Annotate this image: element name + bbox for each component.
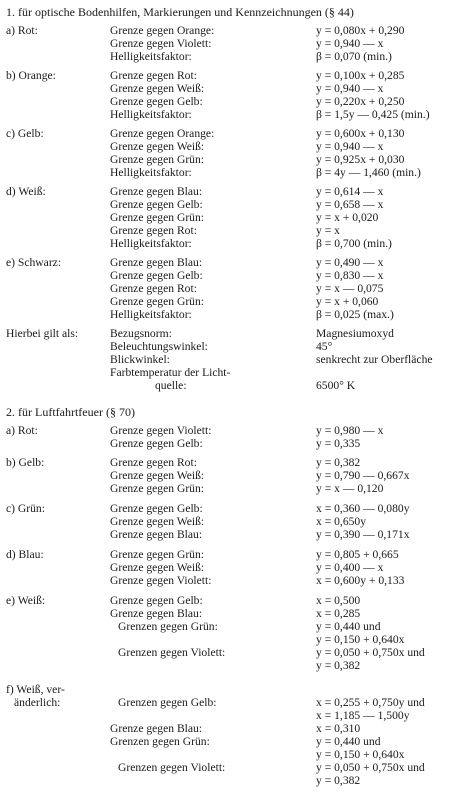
row-value: y = 0,490 — x xyxy=(316,256,384,269)
group-label: c) Gelb: xyxy=(6,127,44,140)
row-name: Grenze gegen Blau: xyxy=(110,722,203,735)
group-label: Hierbei gilt als: xyxy=(6,327,79,340)
row-name: Grenze gegen Weiß: xyxy=(110,140,205,153)
row-value: 6500° K xyxy=(316,379,356,392)
row-value: 45° xyxy=(316,340,333,353)
row-name: Helligkeitsfaktor: xyxy=(110,108,192,121)
row-name: Beleuchtungswinkel: xyxy=(110,340,208,353)
row-name: Grenze gegen Blau: xyxy=(110,528,203,541)
row-name: Grenze gegen Grün: xyxy=(110,211,204,224)
row-value: y = x + 0,020 xyxy=(316,211,379,224)
row-value: x = 0,360 — 0,080y xyxy=(316,502,410,515)
group-label: b) Gelb: xyxy=(6,456,45,469)
row-value: senkrecht zur Oberfläche xyxy=(316,353,433,366)
row-name: Grenze gegen Weiß: xyxy=(110,561,205,574)
row-name: Grenze gegen Gelb: xyxy=(110,269,203,282)
row-name: Grenze gegen Blau: xyxy=(110,185,203,198)
row-value: y = 0,440 und xyxy=(316,735,381,748)
row-value: y = 0,390 — 0,171x xyxy=(316,528,410,541)
row-name: Grenze gegen Rot: xyxy=(110,456,197,469)
row-name: Grenze gegen Grün: xyxy=(110,295,204,308)
row-name: Grenze gegen Grün: xyxy=(110,153,204,166)
row-value: x = 0,285 xyxy=(316,607,361,620)
row-name: Grenzen gegen Grün: xyxy=(118,620,218,633)
row-value: y = 0,150 + 0,640x xyxy=(316,633,405,646)
row-name: Grenze gegen Blau: xyxy=(110,607,203,620)
row-value: y = 0,805 + 0,665 xyxy=(316,548,399,561)
group-label: f) Weiß, ver- xyxy=(6,683,65,696)
group-label: b) Orange: xyxy=(6,69,56,82)
row-name: Grenze gegen Grün: xyxy=(110,482,204,495)
row-name: Grenze gegen Weiß: xyxy=(110,515,205,528)
row-value: x = 0,650y xyxy=(316,515,367,528)
row-name: Grenze gegen Blau: xyxy=(110,256,203,269)
row-value: y = x + 0,060 xyxy=(316,295,379,308)
row-name: Bezugsnorm: xyxy=(110,327,172,340)
row-value: y = 0,440 und xyxy=(316,620,381,633)
group-label: e) Weiß: xyxy=(6,594,46,607)
row-value: y = 0,980 — x xyxy=(316,424,384,437)
row-value: y = 0,382 xyxy=(316,659,361,672)
row-value: y = 0,830 — x xyxy=(316,269,384,282)
row-name: Helligkeitsfaktor: xyxy=(110,50,192,63)
row-name: Grenze gegen Rot: xyxy=(110,282,197,295)
row-name: Grenze gegen Grün: xyxy=(110,548,204,561)
row-name: Helligkeitsfaktor: xyxy=(110,308,192,321)
row-value: y = 0,400 — x xyxy=(316,561,384,574)
row-value: β = 0,070 (min.) xyxy=(316,50,392,63)
row-name: Grenze gegen Orange: xyxy=(110,24,215,37)
section-title: 2. für Luftfahrtfeuer (§ 70) xyxy=(6,405,135,419)
row-value: y = 0,220x + 0,250 xyxy=(316,95,405,108)
row-name: Helligkeitsfaktor: xyxy=(110,237,192,250)
row-name: Grenzen gegen Violett: xyxy=(118,646,226,659)
row-name: Grenze gegen Rot: xyxy=(110,69,197,82)
row-name: Grenze gegen Orange: xyxy=(110,127,215,140)
group-label: e) Schwarz: xyxy=(6,256,62,269)
row-value: y = 0,600x + 0,130 xyxy=(316,127,405,140)
group-label: a) Rot: xyxy=(6,24,38,37)
row-value: y = 0,335 xyxy=(316,437,361,450)
row-value: β = 0,025 (max.) xyxy=(316,308,394,321)
row-value: y = 0,940 — x xyxy=(316,37,384,50)
row-value: y = x xyxy=(316,224,340,237)
group-label: a) Rot: xyxy=(6,424,38,437)
row-value: x = 0,500 xyxy=(316,594,361,607)
row-name: Grenze gegen Gelb: xyxy=(110,502,203,515)
row-name: Helligkeitsfaktor: xyxy=(110,166,192,179)
row-value: y = 0,790 — 0,667x xyxy=(316,469,410,482)
row-value: β = 0,700 (min.) xyxy=(316,237,392,250)
row-value: β = 4y — 1,460 (min.) xyxy=(316,166,421,179)
row-name: quelle: xyxy=(155,379,187,392)
row-value: y = x — 0,075 xyxy=(316,282,384,295)
row-name: Grenze gegen Violett: xyxy=(110,37,212,50)
row-value: x = 0,310 xyxy=(316,722,361,735)
row-value: y = 0,614 — x xyxy=(316,185,384,198)
row-value: Magnesiumoxyd xyxy=(316,327,394,340)
row-value: y = 0,925x + 0,030 xyxy=(316,153,405,166)
row-name: Farbtemperatur der Licht- xyxy=(110,366,231,379)
row-name: Grenze gegen Rot: xyxy=(110,224,197,237)
row-value: y = 0,080x + 0,290 xyxy=(316,24,405,37)
row-name: Grenzen gegen Grün: xyxy=(110,735,210,748)
row-name: Grenze gegen Gelb: xyxy=(110,198,203,211)
row-value: y = 0,100x + 0,285 xyxy=(316,69,405,82)
section-title: 1. für optische Bodenhilfen, Markierungen und Kennzeichnungen (§ 44) xyxy=(6,5,354,19)
row-value: y = x — 0,120 xyxy=(316,482,384,495)
row-value: y = 0,940 — x xyxy=(316,82,384,95)
row-name: Grenzen gegen Violett: xyxy=(118,761,226,774)
row-name: Grenze gegen Violett: xyxy=(110,424,212,437)
row-value: y = 0,050 + 0,750x und xyxy=(316,646,425,659)
row-name: Grenze gegen Gelb: xyxy=(110,594,203,607)
row-value: y = 0,658 — x xyxy=(316,198,384,211)
row-name: Blickwinkel: xyxy=(110,353,170,366)
group-label: c) Grün: xyxy=(6,502,45,515)
group-label: d) Weiß: xyxy=(6,185,46,198)
row-name: Grenzen gegen Gelb: xyxy=(118,696,217,709)
row-value: y = 0,382 xyxy=(316,456,361,469)
row-value: x = 1,185 — 1,500y xyxy=(316,709,410,722)
row-value: x = 0,255 + 0,750y und xyxy=(316,696,425,709)
row-name: Grenze gegen Violett: xyxy=(110,574,212,587)
row-name: Grenze gegen Gelb: xyxy=(110,95,203,108)
row-name: Grenze gegen Gelb: xyxy=(110,437,203,450)
group-label: d) Blau: xyxy=(6,548,44,561)
row-value: y = 0,382 xyxy=(316,774,361,787)
row-name: Grenze gegen Weiß: xyxy=(110,469,205,482)
row-value: x = 0,600y + 0,133 xyxy=(316,574,405,587)
group-label-continued: änderlich: xyxy=(14,696,61,709)
row-value: β = 1,5y — 0,425 (min.) xyxy=(316,108,430,121)
row-value: y = 0,050 + 0,750x und xyxy=(316,761,425,774)
row-value: y = 0,150 + 0,640x xyxy=(316,748,405,761)
row-name: Grenze gegen Weiß: xyxy=(110,82,205,95)
row-value: y = 0,940 — x xyxy=(316,140,384,153)
